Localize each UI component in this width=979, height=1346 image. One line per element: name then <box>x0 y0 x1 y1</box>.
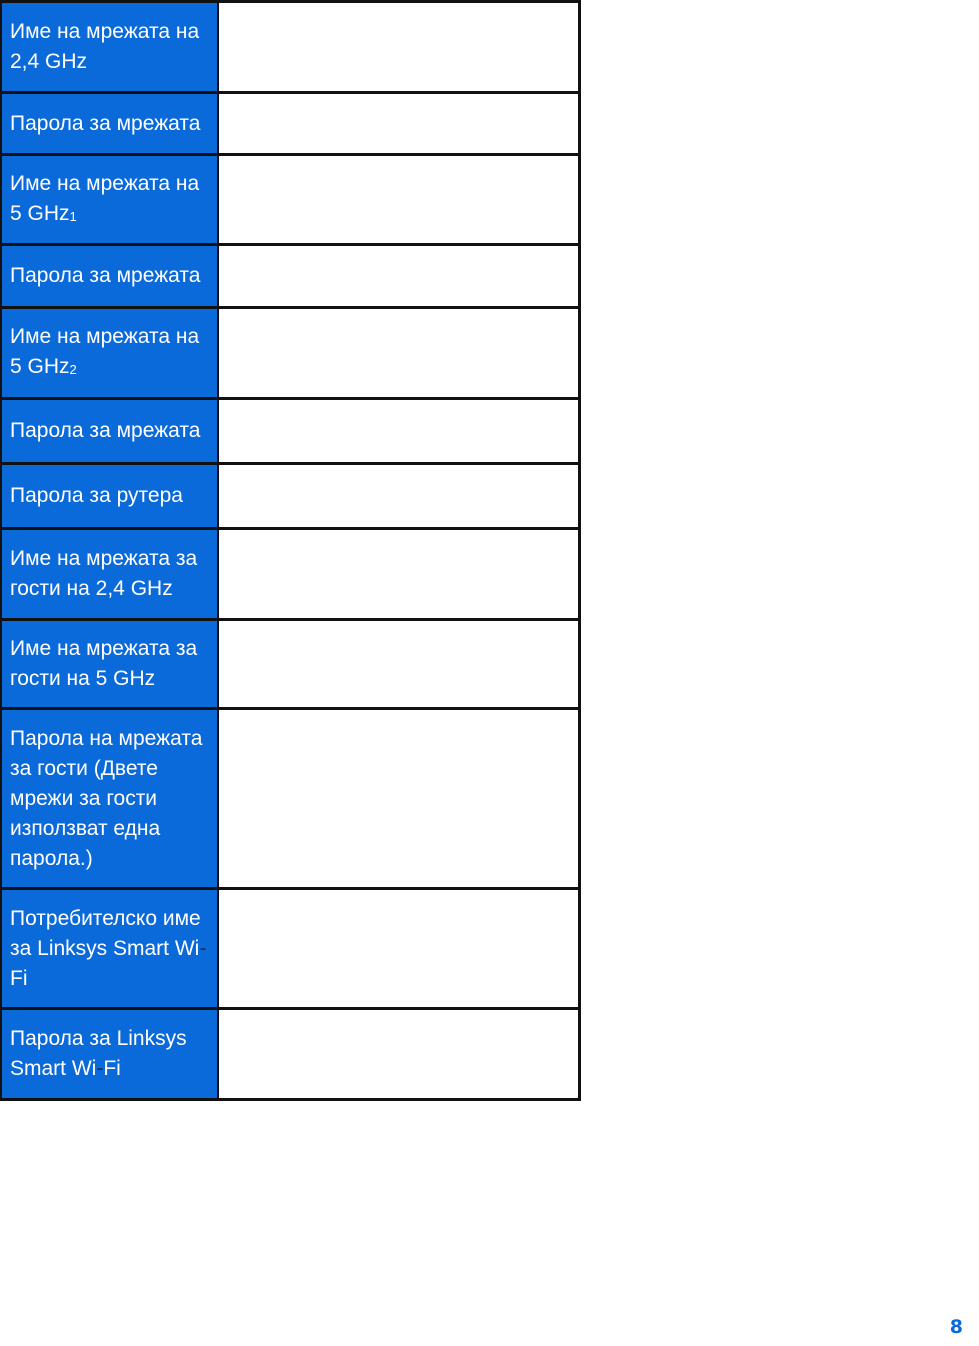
row-label-guest-network-password: Парола на мрежата за гости (Двете мрежи за гости използват една парола.) <box>1 709 218 889</box>
table-row <box>1 155 579 245</box>
page-number: 8 <box>949 1316 963 1338</box>
label-suffix: 2 <box>69 362 77 377</box>
label-text: Име на мрежата на 5 GHz <box>10 171 200 225</box>
label-text: Потребителско име за Linksys Smart Wi <box>10 906 201 960</box>
row-value-guest-network-2-4ghz <box>218 529 579 620</box>
table-row <box>1 399 579 464</box>
row-value-network-password-2-4ghz <box>218 93 579 155</box>
table-row <box>1 620 579 709</box>
row-label-guest-network-5ghz: Име на мрежата за гости на 5 GHz <box>1 620 218 709</box>
table-row <box>1 709 579 889</box>
table-row <box>1 308 579 399</box>
table-row <box>1 245 579 308</box>
label-text-end: Fi <box>10 966 28 990</box>
row-value-network-name-2-4ghz <box>218 2 579 93</box>
table-row <box>1 889 579 1009</box>
row-label-network-password-5ghz-2: Парола за мрежата <box>1 399 218 464</box>
row-label-smart-wifi-password <box>1 1009 218 1100</box>
label-hyphen: - <box>199 936 207 960</box>
label-text: Парола за Linksys Smart Wi <box>10 1027 187 1080</box>
row-label-guest-network-2-4ghz: Име на мрежата за гости на 2,4 GHz <box>1 529 218 620</box>
network-settings-table <box>0 0 581 1101</box>
label-text: Име на мрежата на 5 GHz <box>10 325 200 378</box>
row-value-guest-network-password <box>218 709 579 889</box>
label-hyphen: - <box>96 1057 104 1080</box>
row-label-smart-wifi-username <box>1 889 218 1009</box>
table-row <box>1 529 579 620</box>
row-label-network-password-2-4ghz: Парола за мрежата <box>1 93 218 155</box>
table-row <box>1 1009 579 1100</box>
row-value-smart-wifi-username <box>218 889 579 1009</box>
row-label-network-password-5ghz-1: Парола за мрежата <box>1 245 218 308</box>
table-row <box>1 93 579 155</box>
row-value-network-password-5ghz-2 <box>218 399 579 464</box>
row-label-network-name-5ghz-2 <box>1 308 218 399</box>
row-label-router-password: Парола за рутера <box>1 464 218 529</box>
row-value-network-password-5ghz-1 <box>218 245 579 308</box>
row-value-smart-wifi-password <box>218 1009 579 1100</box>
table-row <box>1 2 579 93</box>
label-suffix: 1 <box>69 208 77 224</box>
row-label-network-name-2-4ghz: Име на мрежата на 2,4 GHz <box>1 2 218 93</box>
row-value-router-password <box>218 464 579 529</box>
table-row <box>1 464 579 529</box>
row-value-network-name-5ghz-2 <box>218 308 579 399</box>
row-value-network-name-5ghz-1 <box>218 155 579 245</box>
row-value-guest-network-5ghz <box>218 620 579 709</box>
row-label-network-name-5ghz-1 <box>1 155 218 245</box>
label-text-end: Fi <box>103 1057 121 1080</box>
